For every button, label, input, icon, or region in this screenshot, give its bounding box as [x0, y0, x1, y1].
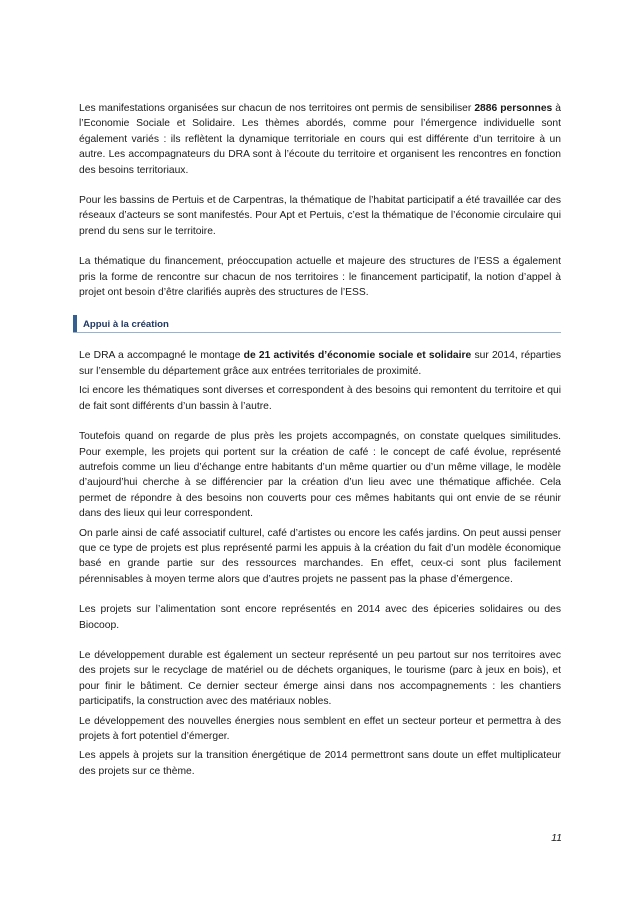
highlight-person-count: 2886 personnes [474, 103, 553, 114]
paragraph-nouvelles-energies: Le développement des nouvelles énergies nous semblent en effet un secteur porteur et permettra à des projets à fort potentiel d’émerger. [79, 715, 561, 742]
paragraph-montage-activites: Le DRA a accompagné le montage de 21 activités d’économie sociale et solidaire sur 2014, réparties sur l’ensemble du département grâce aux entrées territoriales de proximité. [79, 350, 561, 377]
paragraph-financement: La thématique du financement, préoccupation actuelle et majeure des structures de l’ESS a également pris la forme de rencontre sur chacun de nos territoires : le financement participatif, la notion d’appel à projet ont besoin d’être clarifiés auprès des structures de l’ESS. [79, 256, 561, 299]
paragraph-transition-energetique: Les appels à projets sur la transition énergétique de 2014 permettront sans doute un effet multiplicateur des projets sur ce thème. [79, 750, 561, 777]
paragraph-projets-cafe: Toutefois quand on regarde de plus près les projets accompagnés, on constate quelques similitudes. Pour exemple, les projets qui portent sur la création de café : le concept de café évolue, représenté autrefois comme un lieu d’échange entre habitants d’un même quartier ou d’un même village, le modèle d’aujourd’hui cherche à se différencier par la création d’un lieu avec une thématique affichée. Cela permet de répondre à des besoins non couverts pour ces mêmes habitants qui ont envie de se réunir dans des lieux qui leur correspondent. [79, 431, 561, 520]
section-bar [73, 315, 77, 333]
paragraph-thematiques-diverses: Ici encore les thématiques sont diverses et correspondent à des besoins qui remontent du territoire et qui de fait sont différents d’un bassin à l’autre. [79, 385, 561, 412]
paragraph-alimentation: Les projets sur l’alimentation sont encore représentés en 2014 avec des épiceries solidaires ou des Biocoop. [79, 604, 561, 631]
paragraph-developpement-durable: Le développement durable est également un secteur représenté un peu partout sur nos territoires avec des projets sur le recyclage de matériel ou de déchets organiques, le tourisme (parc à jeux en bois), et pour finir le bâtiment. Ce dernier secteur émerge ainsi dans nos accompagnements : les chantiers participatifs, la construction avec des matériaux nobles. [79, 649, 561, 708]
paragraph-sensibilisation: Les manifestations organisées sur chacun de nos territoires ont permis de sensibiliser 2886 personnes à l’Economie Sociale et Solidaire. Les thèmes abordés, comme pour l’émergence individuelle sont également variés : ils reflètent la dynamique territoriale en cours qui est différente d’un territoire à un autre. Les accompagnateurs du DRA sont à l’écoute du territoire et organisent les rencontres en fonction des besoins territoriaux. [79, 103, 561, 176]
highlight-activity-count: de 21 activités d’économie sociale et solidaire [243, 350, 472, 362]
page-content [79, 101, 561, 779]
section-divider [73, 332, 561, 333]
page-number: 11 [551, 832, 562, 844]
section-title: Appui à la création [83, 319, 169, 331]
section-heading [79, 315, 561, 333]
paragraph-habitat-participatif: Pour les bassins de Pertuis et de Carpentras, la thématique de l’habitat participatif a été travaillée car des réseaux d’acteurs se sont manifestés. Pour Apt et Pertuis, c’est la thématique de l’économie circulaire qui prend du sens sur le territoire. [79, 195, 561, 237]
paragraph-cafe-associatif: On parle ainsi de café associatif culturel, café d’artistes ou encore les cafés jardins. On peut aussi penser que ce type de projets est plus représenté parmi les appuis à la création du fait d’un modèle économique basé en grande partie sur des ressources marchandes. En effet, ceux-ci sont plus facilement pérennisables à moyen terme alors que d’autres projets ne passent pas la phase d’émergence. [79, 527, 561, 585]
